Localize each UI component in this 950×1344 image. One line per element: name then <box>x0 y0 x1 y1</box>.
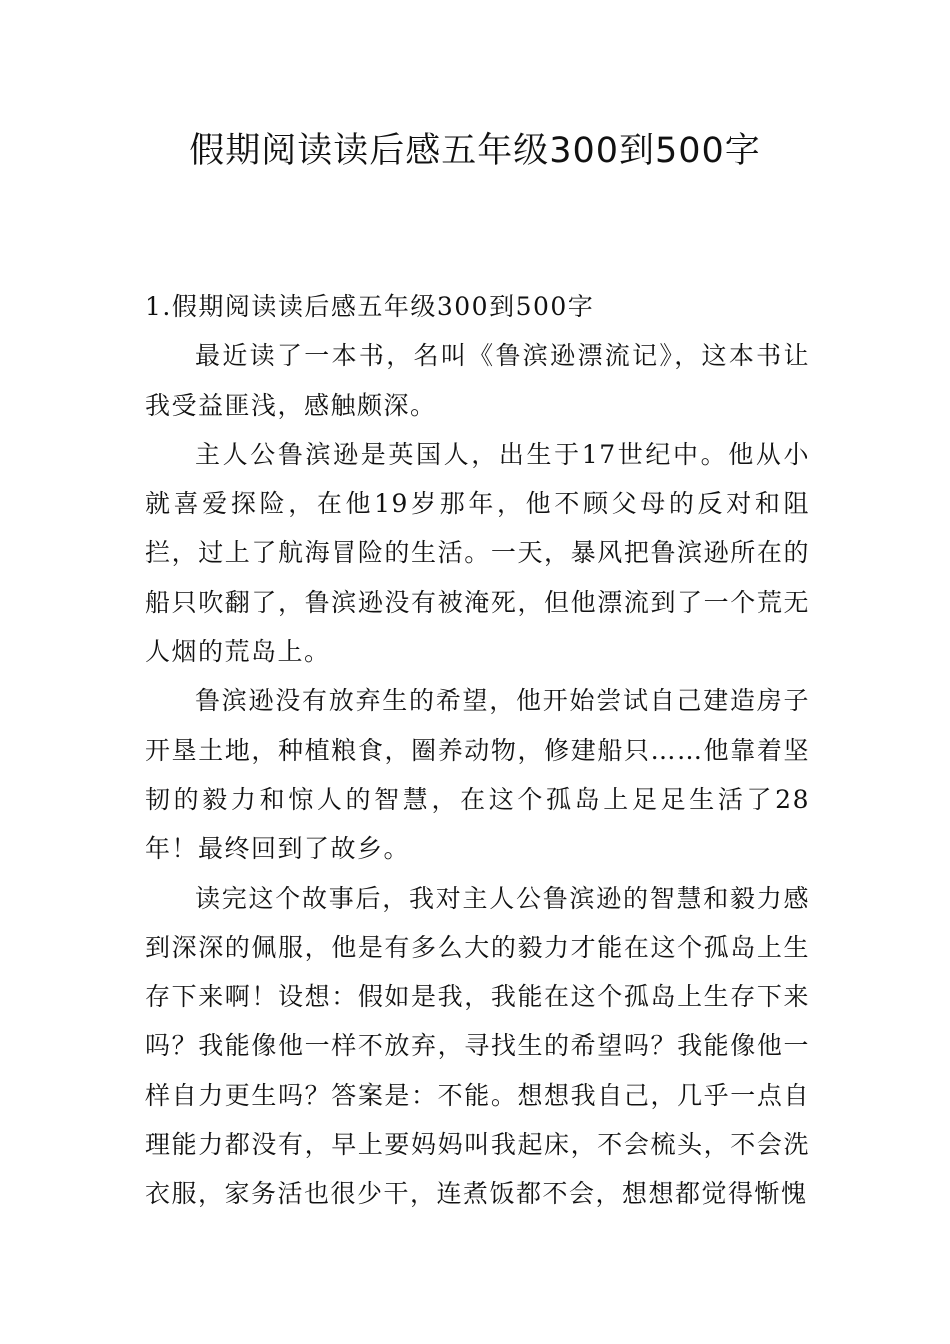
document-body <box>145 282 810 1219</box>
paragraph-intro: 最近读了一本书，名叫《鲁滨逊漂流记》，这本书让我受益匪浅，感触颇深。 <box>145 341 810 420</box>
paragraph-protagonist: 主人公鲁滨逊是英国人，出生于17世纪中。他从小就喜爱探险，在他19岁那年，他不顾父母的反对和阻拦，过上了航海冒险的生活。一天，暴风把鲁滨逊所在的船只吹翻了，鲁滨逊没有被淹死，但他漂流到了一个荒无人烟的荒岛上。 <box>145 439 810 667</box>
paragraph-reflection: 读完这个故事后，我对主人公鲁滨逊的智慧和毅力感到深深的佩服，他是有多么大的毅力才能在这个孤岛上生存下来啊！设想：假如是我，我能在这个孤岛上生存下来吗？我能像他一样不放弃，寻找生的希望吗？我能像他一样自力更生吗？答案是：不能。想想我自己，几乎一点自理能力都没有，早上要妈妈叫我起床，不会梳头，不会洗衣服，家务活也很少干，连煮饭都不会，想想都觉得惭愧 <box>145 883 810 1209</box>
section-heading: 1.假期阅读读后感五年级300到500字 <box>145 292 595 321</box>
paragraph-survival: 鲁滨逊没有放弃生的希望，他开始尝试自己建造房子开垦土地，种植粮食，圈养动物，修建船只……他靠着坚韧的毅力和惊人的智慧，在这个孤岛上足足生活了28年！最终回到了故乡。 <box>145 686 810 864</box>
document-title: 假期阅读读后感五年级300到500字 <box>189 131 761 171</box>
